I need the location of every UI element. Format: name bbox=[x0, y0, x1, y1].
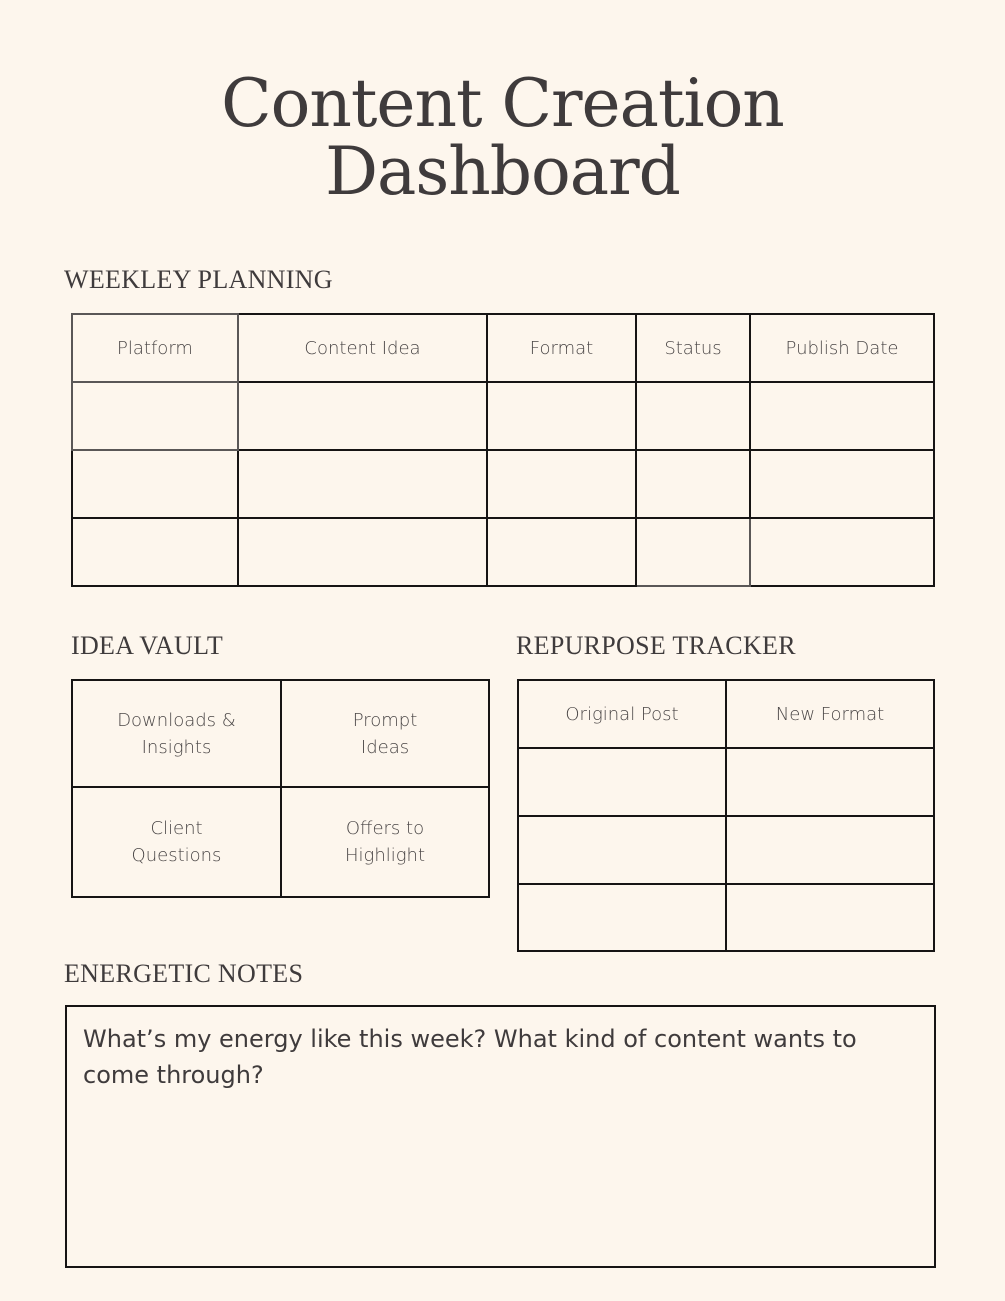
repurpose-header-cell bbox=[726, 680, 934, 748]
idea-vault-row bbox=[72, 680, 489, 787]
table-cell[interactable] bbox=[726, 884, 934, 951]
table-cell[interactable] bbox=[487, 518, 636, 586]
table-cell[interactable] bbox=[750, 382, 934, 450]
page-title-line-1: Content Creation bbox=[221, 65, 784, 142]
idea-vault-row bbox=[72, 787, 489, 897]
weekly-planning-table bbox=[71, 313, 935, 587]
idea-vault-label: Offers to bbox=[345, 818, 425, 839]
weekly-planning-header-row bbox=[72, 314, 934, 382]
column-header-new-format: New Format bbox=[775, 703, 885, 725]
idea-vault-label: Insights bbox=[141, 736, 212, 758]
table-cell[interactable] bbox=[726, 816, 934, 884]
table-row bbox=[72, 450, 934, 518]
idea-vault-cell-client-questions[interactable] bbox=[72, 787, 281, 897]
column-header-platform: Platform bbox=[117, 337, 193, 359]
table-cell[interactable] bbox=[518, 748, 726, 816]
column-header-original-post: Original Post bbox=[565, 703, 679, 725]
idea-vault-grid bbox=[71, 679, 490, 898]
energetic-notes-box[interactable] bbox=[65, 1005, 936, 1268]
table-row bbox=[72, 382, 934, 450]
idea-vault-label: Ideas bbox=[360, 736, 410, 758]
idea-vault-label: Highlight bbox=[344, 845, 425, 866]
table-cell[interactable] bbox=[238, 450, 487, 518]
idea-vault-heading: IDEA VAULT bbox=[71, 631, 224, 660]
table-cell[interactable] bbox=[750, 450, 934, 518]
idea-vault-label: Prompt bbox=[352, 709, 418, 731]
table-row bbox=[518, 748, 934, 816]
column-header-format: Format bbox=[529, 337, 594, 359]
page-title bbox=[0, 65, 1005, 210]
idea-vault-cell-offers-highlight[interactable] bbox=[281, 787, 489, 897]
idea-vault-cell-prompt-ideas[interactable] bbox=[281, 680, 489, 787]
idea-vault-label: Downloads & bbox=[117, 709, 236, 731]
column-header-content-idea: Content Idea bbox=[304, 337, 421, 359]
table-cell[interactable] bbox=[238, 518, 487, 586]
weekly-planning-header-cell bbox=[72, 314, 238, 382]
weekly-planning-header-cell bbox=[238, 314, 487, 382]
repurpose-header-cell bbox=[518, 680, 726, 748]
table-cell[interactable] bbox=[636, 518, 750, 586]
table-cell[interactable] bbox=[726, 748, 934, 816]
page-title-line-2: Dashboard bbox=[325, 133, 680, 210]
table-row bbox=[72, 518, 934, 586]
table-cell[interactable] bbox=[487, 450, 636, 518]
repurpose-tracker-table bbox=[517, 679, 935, 952]
table-row bbox=[518, 884, 934, 951]
repurpose-tracker-heading: REPURPOSE TRACKER bbox=[516, 631, 796, 660]
energetic-notes-prompt: What’s my energy like this week? What kind of content wants to come through? bbox=[83, 1025, 857, 1089]
idea-vault-label: Questions bbox=[131, 845, 222, 866]
column-header-publish-date: Publish Date bbox=[785, 337, 899, 359]
table-cell[interactable] bbox=[72, 518, 238, 586]
table-cell[interactable] bbox=[636, 382, 750, 450]
weekly-planning-header-cell bbox=[750, 314, 934, 382]
repurpose-header-row bbox=[518, 680, 934, 748]
table-cell[interactable] bbox=[750, 518, 934, 586]
weekly-planning-header-cell bbox=[636, 314, 750, 382]
idea-vault-cell-downloads-insights[interactable] bbox=[72, 680, 281, 787]
energetic-notes-heading: ENERGETIC NOTES bbox=[64, 959, 304, 988]
weekly-planning-heading: WEEKLEY PLANNING bbox=[64, 265, 333, 294]
table-cell[interactable] bbox=[518, 884, 726, 951]
table-cell[interactable] bbox=[518, 816, 726, 884]
column-header-status: Status bbox=[664, 337, 722, 359]
weekly-planning-header-cell bbox=[487, 314, 636, 382]
table-cell[interactable] bbox=[238, 382, 487, 450]
table-cell[interactable] bbox=[487, 382, 636, 450]
table-row bbox=[518, 816, 934, 884]
table-cell[interactable] bbox=[636, 450, 750, 518]
idea-vault-label: Client bbox=[150, 818, 203, 839]
table-cell[interactable] bbox=[72, 450, 238, 518]
table-cell[interactable] bbox=[72, 382, 238, 450]
